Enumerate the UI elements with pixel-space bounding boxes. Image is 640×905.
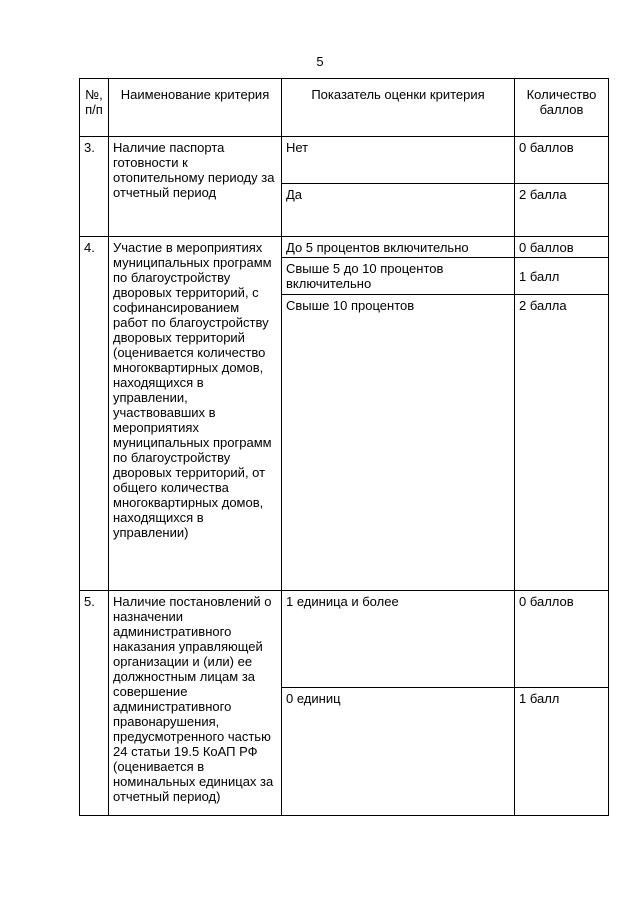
page-number: 5 — [316, 54, 324, 69]
table-row — [80, 237, 609, 258]
criterion-number: 5. — [80, 591, 109, 816]
header-criterion-indicator: Показатель оценки критерия — [282, 79, 515, 137]
header-criterion-name: Наименование критерия — [109, 79, 282, 137]
header-score: Количество баллов — [515, 79, 609, 137]
criterion-indicator: Да — [282, 184, 515, 237]
table-row — [80, 591, 609, 688]
criterion-name: Участие в мероприятиях муниципальных программ по благоустройству дворовых территорий, с софинансированием работ по благоустройству дворовых территорий (оценивается количество многоквартирных домов, находящихся в управлении, участвовавших в мероприятиях муниципальных программ по благоустройству дворовых территорий, от общего количества многоквартирных домов, находящихся в управлении) — [109, 237, 282, 591]
table-row — [80, 137, 609, 184]
criterion-number: 4. — [80, 237, 109, 591]
criterion-indicator: Свыше 10 процентов — [282, 295, 515, 591]
criterion-score: 1 балл — [515, 688, 609, 816]
criterion-indicator: До 5 процентов включительно — [282, 237, 515, 258]
criterion-name: Наличие паспорта готовности к отопительному периоду за отчетный период — [109, 137, 282, 237]
criterion-indicator: 1 единица и более — [282, 591, 515, 688]
criterion-name: Наличие постановлений о назначении административного наказания управляющей организации и (или) ее должностным лицам за совершение административного правонарушения, предусмотренного частью 24 статьи 19.5 КоАП РФ (оценивается в номинальных единицах за отчетный период) — [109, 591, 282, 816]
header-number: №, п/п — [80, 79, 109, 137]
criterion-indicator: 0 единиц — [282, 688, 515, 816]
criterion-score: 0 баллов — [515, 591, 609, 688]
criterion-number: 3. — [80, 137, 109, 237]
criterion-indicator: Свыше 5 до 10 процентов включительно — [282, 258, 515, 295]
criterion-score: 0 баллов — [515, 137, 609, 184]
criterion-score: 2 балла — [515, 184, 609, 237]
criterion-score: 2 балла — [515, 295, 609, 591]
criterion-score: 1 балл — [515, 258, 609, 295]
criterion-indicator: Нет — [282, 137, 515, 184]
criterion-score: 0 баллов — [515, 237, 609, 258]
criteria-table — [79, 78, 609, 816]
table-header-row — [80, 79, 609, 137]
